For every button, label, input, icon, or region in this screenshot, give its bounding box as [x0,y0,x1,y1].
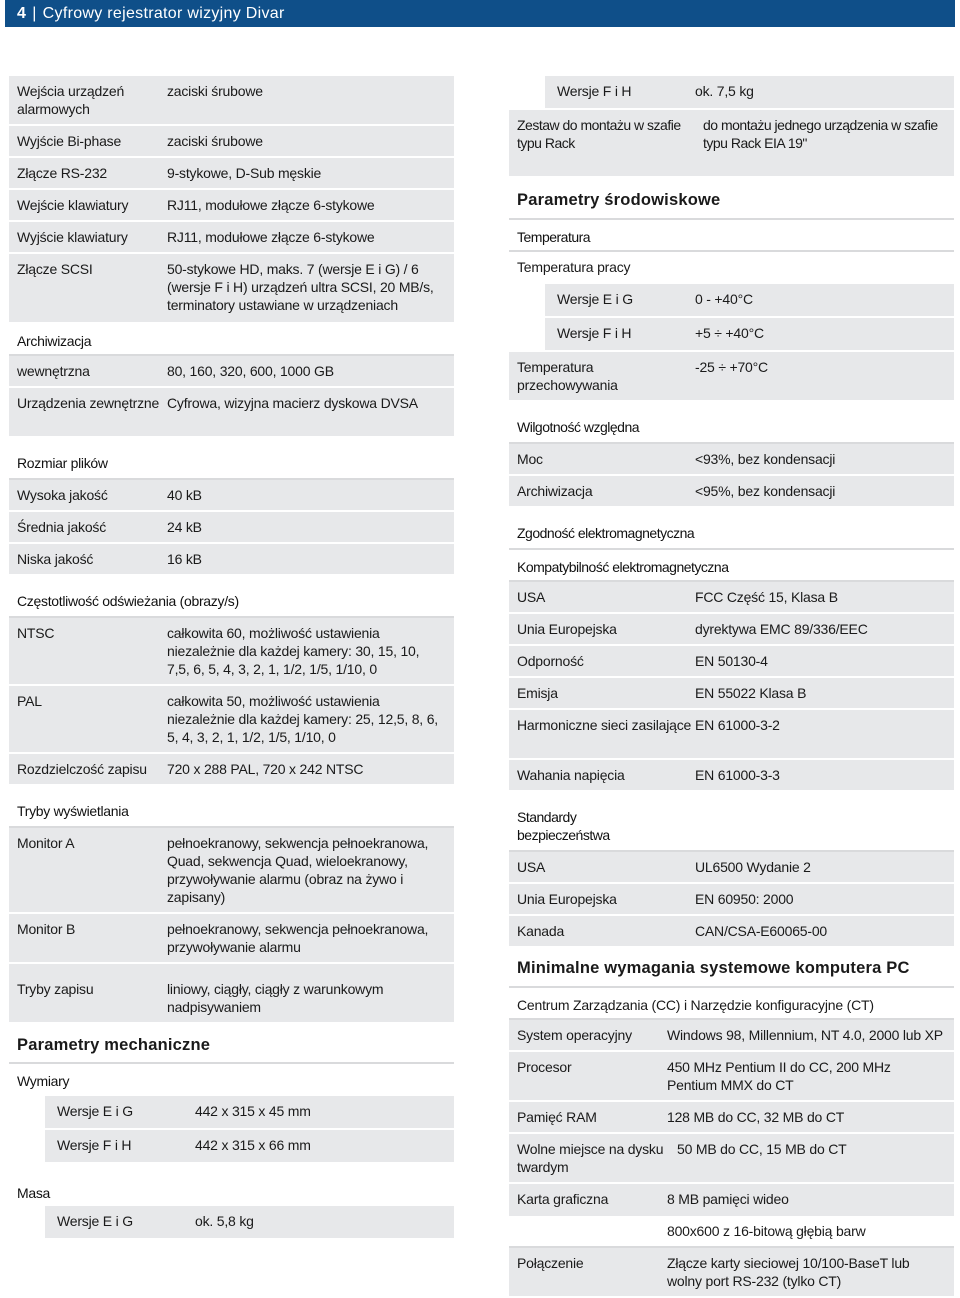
spec-row [509,710,954,760]
spec-value: 0 - +40°C [695,291,753,307]
spec-value: EN 55022 Klasa B [695,685,807,701]
page-number: 4 [17,5,27,22]
spec-value: 8 MB pamięci wideo [667,1191,789,1207]
spec-label: wewnętrzna [17,363,90,379]
spec-row [9,914,454,964]
spec-label: Wysoka jakość [17,487,108,503]
spec-value: 24 kB [167,519,202,535]
spec-value: całkowita 50, możliwość ustawienia niezależnie dla każdej kamery: 25, 12,5, 8, 6, 5, 4, 3, 2, 1, 1/2, 1/5, 1/10, 0 [167,693,438,745]
spec-row [9,512,454,544]
spec-value: 80, 160, 320, 600, 1000 GB [167,363,334,379]
spec-label: Temperatura przechowywania [517,359,618,393]
spec-row [509,284,954,318]
spec-value: całkowita 60, możliwość ustawienia niezależnie dla każdej kamery: 30, 15, 10, 7,5, 6, 5, 4, 3, 2, 1, 1/2, 1/5, 1/10, 0 [167,625,420,677]
spec-row [9,158,454,190]
spec-row [9,618,454,686]
spec-row [509,760,954,792]
spec-row [509,318,954,352]
section-heading: Rozmiar plików [9,438,454,480]
spec-value: EN 61000-3-2 [695,717,780,733]
spec-row [9,964,454,1024]
spec-row [509,1052,954,1102]
spec-value: ok. 7,5 kg [695,83,754,99]
spec-label: Wejście klawiatury [17,197,129,213]
spec-row [509,678,954,710]
spec-row [509,1216,954,1248]
spec-label: Wejścia urządzeń alarmowych [17,83,125,117]
spec-row [509,614,954,646]
spec-label: Urządzenia zewnętrzne [17,395,160,411]
spec-value: 50 MB do CC, 15 MB do CT [677,1141,847,1157]
spec-value: 9-stykowe, D-Sub męskie [167,165,322,181]
spec-label: Emisja [517,685,558,701]
spec-row [509,884,954,916]
left-column [9,76,454,1240]
spec-value: RJ11, modułowe złącze 6-stykowe [167,197,375,213]
spec-value: 442 x 315 x 45 mm [195,1103,311,1119]
spec-label: Wersje F i H [57,1137,132,1153]
spec-value: EN 50130-4 [695,653,768,669]
spec-label: Monitor B [17,921,76,937]
section-heading: Wilgotność względna [509,402,954,444]
spec-value: UL6500 Wydanie 2 [695,859,811,875]
spec-row [9,1096,454,1130]
section-heading: Częstotliwość odświeżania (obrazy/s) [9,576,454,618]
section-heading: Standardy bezpieczeństwa [509,792,954,852]
spec-inputs [9,76,454,324]
spec-row [9,254,454,324]
spec-value: +5 ÷ +40°C [695,325,764,341]
spec-row [9,222,454,254]
spec-value: Złącze karty sieciowej 10/100-BaseT lub wolny port RS-232 (tylko CT) [667,1255,910,1289]
spec-row [9,76,454,126]
spec-value: 128 MB do CC, 32 MB do CT [667,1109,845,1125]
spec-label: Pamięć RAM [517,1109,597,1125]
spec-row [9,686,454,754]
spec-label: Połączenie [517,1255,584,1271]
spec-row [9,388,454,438]
spec-label: Tryby zapisu [17,981,94,997]
spec-value: pełnoekranowy, sekwencja pełnoekranowa, Quad, sekwencja Quad, wieloekranowy, przywoływanie alarmu (obraz na żywo i zapisany) [167,835,429,905]
spec-value: EN 61000-3-3 [695,767,780,783]
page-header [5,0,955,27]
spec-label: Wersje F i H [557,83,632,99]
section-heading: Tryby wyświetlania [9,786,454,828]
spec-value: 450 MHz Pentium II do CC, 200 MHz Pentium MMX do CT [667,1059,891,1093]
spec-label: Kanada [517,923,565,939]
spec-row [509,646,954,678]
spec-value: do montażu jednego urządzenia w szafie typu Rack EIA 19" [703,117,938,151]
spec-label: Złącze SCSI [17,261,93,277]
spec-value: 40 kB [167,487,202,503]
spec-row [509,476,954,508]
spec-value: EN 60950: 2000 [695,891,794,907]
section-heading: Zgodność elektromagnetyczna [509,508,954,550]
section-title: Minimalne wymagania systemowe komputera PC [509,948,954,988]
spec-label: Wersje E i G [57,1213,133,1229]
spec-row [509,1134,954,1184]
spec-value: Cyfrowa, wizyjna macierz dyskowa DVSA [167,395,418,411]
spec-row [9,1130,454,1164]
spec-row [509,352,954,402]
spec-label: Harmoniczne sieci zasilające [517,717,692,733]
spec-label: PAL [17,693,42,709]
spec-label: USA [517,589,546,605]
header-separator: | [32,5,37,22]
spec-row [509,1102,954,1134]
section-heading: Kompatybilność elektromagnetyczna [509,550,954,582]
spec-label [517,1222,667,1240]
spec-value: 800x600 z 16-bitową głębią barw [667,1223,866,1239]
spec-value: dyrektywa EMC 89/336/EEC [695,621,868,637]
spec-row [9,544,454,576]
spec-value: zaciski śrubowe [167,83,263,99]
spec-value: 16 kB [167,551,202,567]
spec-value: CAN/CSA-E60065-00 [695,923,827,939]
spec-row [509,1020,954,1052]
spec-label: System operacyjny [517,1027,632,1043]
spec-label: Karta graficzna [517,1191,609,1207]
spec-label: Moc [517,451,543,467]
spec-value: <93%, bez kondensacji [695,451,836,467]
spec-label: Złącze RS-232 [17,165,107,181]
spec-value: <95%, bez kondensacji [695,483,836,499]
spec-label: Odporność [517,653,584,669]
section-title: Parametry mechaniczne [9,1024,454,1064]
spec-label: Temperatura pracy [509,252,954,284]
spec-value: zaciski śrubowe [167,133,263,149]
spec-value: ok. 5,8 kg [195,1213,254,1229]
spec-row [509,582,954,614]
document-title: Cyfrowy rejestrator wizyjny Divar [42,5,285,22]
spec-value: liniowy, ciągły, ciągły z warunkowym nadpisywaniem [167,981,384,1015]
spec-row [509,1248,954,1298]
spec-row [509,110,954,178]
spec-row [9,1206,454,1240]
spec-label: Wersje F i H [557,325,632,341]
spec-label: Wersje E i G [57,1103,133,1119]
spec-value: 50-stykowe HD, maks. 7 (wersje E i G) / 6 (wersje F i H) urządzeń ultra SCSI, 20 MB/s, terminatory ustawiane w urządzeniach [167,261,434,313]
spec-label: Monitor A [17,835,75,851]
right-column [509,76,954,1298]
spec-row [509,1184,954,1216]
spec-label: Unia Europejska [517,621,617,637]
spec-row [9,356,454,388]
spec-row [9,828,454,914]
section-subtitle: Centrum Zarządzania (CC) i Narzędzie konfiguracyjne (CT) [509,988,954,1020]
section-heading: Wymiary [9,1064,454,1096]
spec-label: Wersje E i G [557,291,633,307]
spec-label: Unia Europejska [517,891,617,907]
spec-label: Średnia jakość [17,519,107,535]
spec-value: pełnoekranowy, sekwencja pełnoekranowa, przywoływanie alarmu [167,921,429,955]
spec-label: Wahania napięcia [517,767,625,783]
spec-label: Niska jakość [17,551,94,567]
spec-row [509,76,954,110]
spec-row [509,852,954,884]
spec-row [9,480,454,512]
spec-value: 720 x 288 PAL, 720 x 242 NTSC [167,761,364,777]
spec-label: Zestaw do montażu w szafie typu Rack [517,117,681,151]
spec-value: -25 ÷ +70°C [695,359,768,375]
spec-row [509,916,954,948]
section-heading: Masa [9,1164,454,1206]
spec-value: FCC Część 15, Klasa B [695,589,838,605]
spec-label: Wyjście klawiatury [17,229,128,245]
spec-label: Archiwizacja [517,483,593,499]
spec-label: Rozdzielczość zapisu [17,761,147,777]
spec-label: Wyjście Bi-phase [17,133,122,149]
spec-row [9,126,454,158]
section-heading: Archiwizacja [9,324,454,356]
spec-row [9,190,454,222]
spec-value: 442 x 315 x 66 mm [195,1137,311,1153]
spec-label: NTSC [17,625,55,641]
spec-row [509,444,954,476]
spec-row [9,754,454,786]
section-title: Parametry środowiskowe [509,178,954,220]
spec-label: Procesor [517,1059,572,1075]
spec-value: RJ11, modułowe złącze 6-stykowe [167,229,375,245]
spec-label: USA [517,859,546,875]
section-heading: Temperatura [509,220,954,252]
spec-label: Wolne miejsce na dysku twardym [517,1141,664,1175]
spec-value: Windows 98, Millennium, NT 4.0, 2000 lub XP [667,1027,943,1043]
